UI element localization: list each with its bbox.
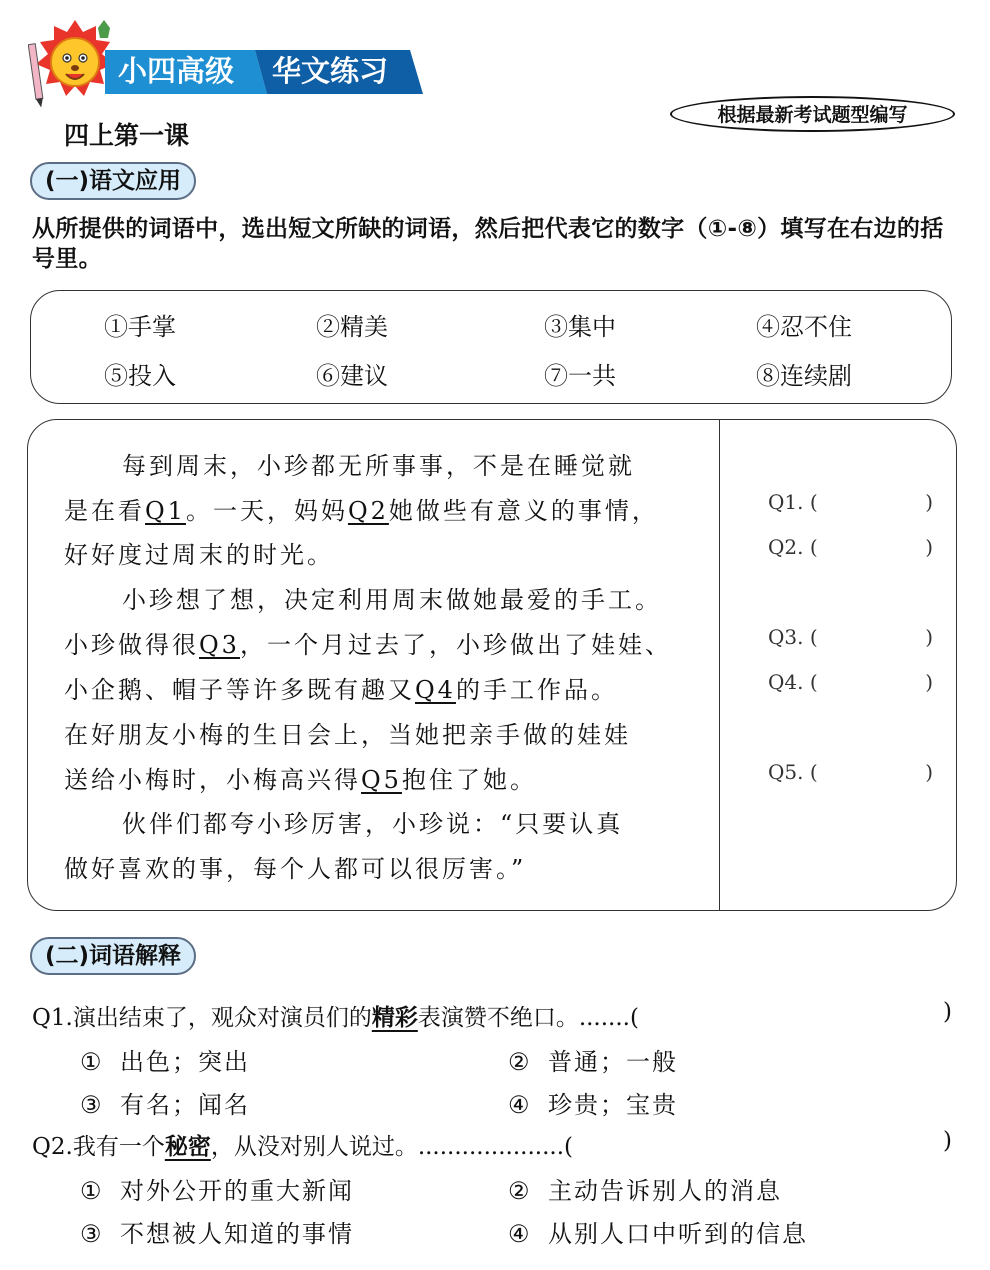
- blank-q3: Q3: [199, 631, 240, 659]
- blank-q2: Q2: [347, 497, 389, 525]
- banner-level-label: 小四高级: [118, 54, 235, 88]
- lesson-title: 四上第一课: [64, 121, 190, 150]
- choice-q1-2[interactable]: ② 普通；一般: [508, 1048, 678, 1076]
- blank-q5: Q5: [361, 766, 402, 794]
- word-option: ②精美: [316, 313, 388, 341]
- section-1-instruction: 从所提供的词语中，选出短文所缺的词语，然后把代表它的数字（①-⑧）填写在右边的括号里。: [32, 216, 944, 272]
- passage-line: 小珍做得很Q3，一个月过去了，小珍做出了娃娃、: [64, 631, 672, 659]
- blank-q1: Q1: [145, 497, 186, 525]
- answer-slot-q2[interactable]: Q2. ( ): [768, 535, 933, 559]
- word-option: ①手掌: [104, 313, 176, 341]
- passage-line: 伙伴们都夸小珍厉害，小珍说：“只要认真: [122, 810, 624, 838]
- blank-q4: Q4: [415, 676, 456, 704]
- choice-q1-4[interactable]: ④ 珍贵；宝贵: [508, 1091, 678, 1119]
- answer-slot-q5[interactable]: Q5. ( ): [768, 760, 933, 784]
- choice-q2-1[interactable]: ① 对外公开的重大新闻: [80, 1177, 354, 1205]
- section-1-title: (一)语文应用: [30, 162, 196, 200]
- answer-slot-q4[interactable]: Q4. ( ): [768, 670, 933, 694]
- banner-subject-label: 华文练习: [272, 54, 389, 88]
- passage-divider: [719, 420, 720, 910]
- choice-q2-3[interactable]: ③ 不想被人知道的事情: [80, 1220, 354, 1248]
- passage-line: 每到周末，小珍都无所事事，不是在睡觉就: [122, 452, 635, 480]
- question-q2: Q2.我有一个秘密，从没对别人说过。....................(: [32, 1133, 574, 1160]
- passage-line: 在好朋友小梅的生日会上，当她把亲手做的娃娃: [64, 721, 631, 749]
- passage-line: 送给小梅时，小梅高兴得Q5抱住了她。: [64, 766, 537, 794]
- word-option: ⑤投入: [104, 362, 176, 390]
- word-option: ⑥建议: [316, 362, 388, 390]
- word-option: ③集中: [544, 313, 616, 341]
- choice-q2-2[interactable]: ② 主动告诉别人的消息: [508, 1177, 782, 1205]
- passage-line: 好好度过周末的时光。: [64, 541, 334, 569]
- section-2-title: (二)词语解释: [30, 937, 196, 975]
- answer-slot-q3[interactable]: Q3. ( ): [768, 625, 933, 649]
- choice-q1-1[interactable]: ① 出色；突出: [80, 1048, 250, 1076]
- answer-slot-q1[interactable]: Q1. ( ): [768, 490, 933, 514]
- passage-line: 是在看Q1。一天，妈妈Q2她做些有意义的事情，: [64, 497, 659, 525]
- choice-q2-4[interactable]: ④ 从别人口中听到的信息: [508, 1220, 808, 1248]
- word-option: ⑧连续剧: [756, 362, 852, 390]
- passage-line: 小珍想了想，决定利用周末做她最爱的手工。: [122, 586, 662, 614]
- choice-q1-3[interactable]: ③ 有名；闻名: [80, 1091, 250, 1119]
- word-option: ⑦一共: [544, 362, 616, 390]
- target-word-q1: 精彩: [371, 1004, 418, 1031]
- target-word-q2: 秘密: [164, 1133, 211, 1160]
- answer-paren-q2[interactable]: ): [943, 1128, 952, 1154]
- question-q1: Q1.演出结束了，观众对演员们的精彩表演赞不绝口。.......(: [32, 1004, 639, 1031]
- passage-line: 小企鹅、帽子等许多既有趣又Q4的手工作品。: [64, 676, 618, 704]
- exam-format-badge: 根据最新考试题型编写: [670, 96, 955, 132]
- passage-line: 做好喜欢的事，每个人都可以很厉害。”: [64, 855, 527, 883]
- answer-paren-q1[interactable]: ): [943, 999, 952, 1025]
- word-option: ④忍不住: [756, 313, 852, 341]
